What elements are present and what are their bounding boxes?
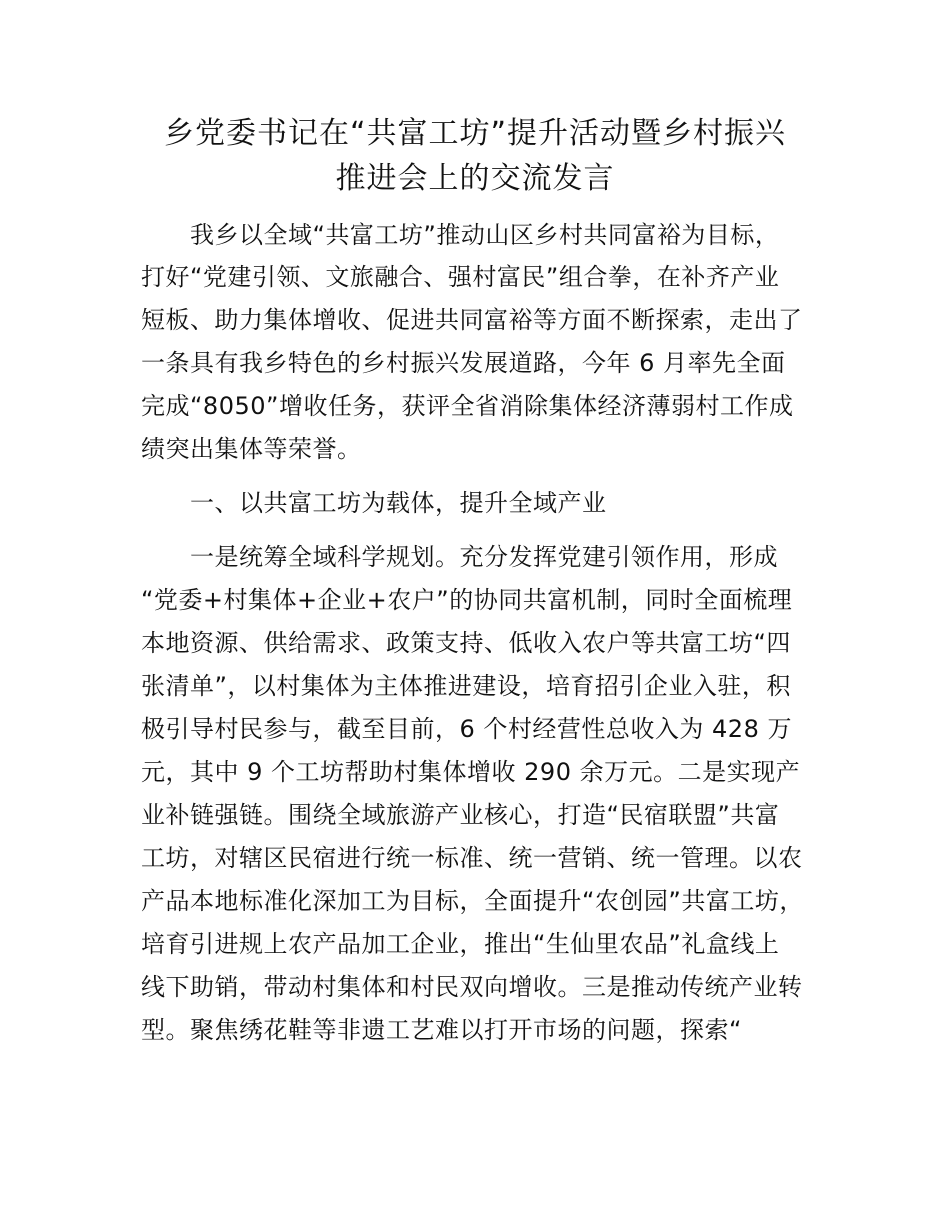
paragraph-1-line: 绩突出集体等荣誉。 xyxy=(141,435,362,463)
paragraph-1-line: 打好“党建引领、文旅融合、强村富民”组合拳，在补齐产业 xyxy=(141,263,780,291)
paragraph-2-line: 培育引进规上农产品加工企业，推出“生仙里农品”礼盒线上 xyxy=(141,930,780,958)
paragraph-2-line: 极引导村民参与，截至目前，6 个村经营性总收入为 428 万 xyxy=(141,715,792,743)
document-title-line-2: 推进会上的交流发言 xyxy=(335,161,615,196)
paragraph-2-line: 工坊，对辖区民宿进行统一标准、统一营销、统一管理。以农 xyxy=(141,844,803,872)
paragraph-2-line: 线下助销，带动村集体和村民双向增收。三是推动传统产业转 xyxy=(141,973,803,1001)
paragraph-2-line: 业补链强链。围绕全域旅游产业核心，打造“民宿联盟”共富 xyxy=(141,801,780,829)
paragraph-1-line: 短板、助力集体增收、促进共同富裕等方面不断探索，走出了 xyxy=(141,306,803,334)
paragraph-2-line: 本地资源、供给需求、政策支持、低收入农户等共富工坊“四 xyxy=(141,629,791,657)
paragraph-2-line: 元，其中 9 个工坊帮助村集体增收 290 余万元。二是实现产 xyxy=(141,758,801,786)
paragraph-1-line: 一条具有我乡特色的乡村振兴发展道路，今年 6 月率先全面 xyxy=(141,349,786,377)
document-title-line-1: 乡党委书记在“共富工坊”提升活动暨乡村振兴 xyxy=(163,116,787,151)
paragraph-1-line: 我乡以全域“共富工坊”推动山区乡村共同富裕为目标， xyxy=(190,221,780,249)
paragraph-1-line: 完成“8050”增收任务，获评全省消除集体经济薄弱村工作成 xyxy=(141,392,794,420)
paragraph-2-line: 一是统筹全域科学规划。充分发挥党建引领作用，形成 xyxy=(190,543,778,571)
paragraph-2-line: 张清单”，以村集体为主体推进建设，培育招引企业入驻，积 xyxy=(141,672,791,700)
section-heading: 一、以共富工坊为载体，提升全域产业 xyxy=(190,489,607,517)
paragraph-2-line: “党委+村集体+企业+农户”的协同共富机制，同时全面梳理 xyxy=(141,586,793,614)
paragraph-2-line: 产品本地标准化深加工为目标，全面提升“农创园”共富工坊， xyxy=(141,887,804,915)
paragraph-2-line: 型。聚焦绣花鞋等非遗工艺难以打开市场的问题，探索“ xyxy=(141,1016,742,1044)
